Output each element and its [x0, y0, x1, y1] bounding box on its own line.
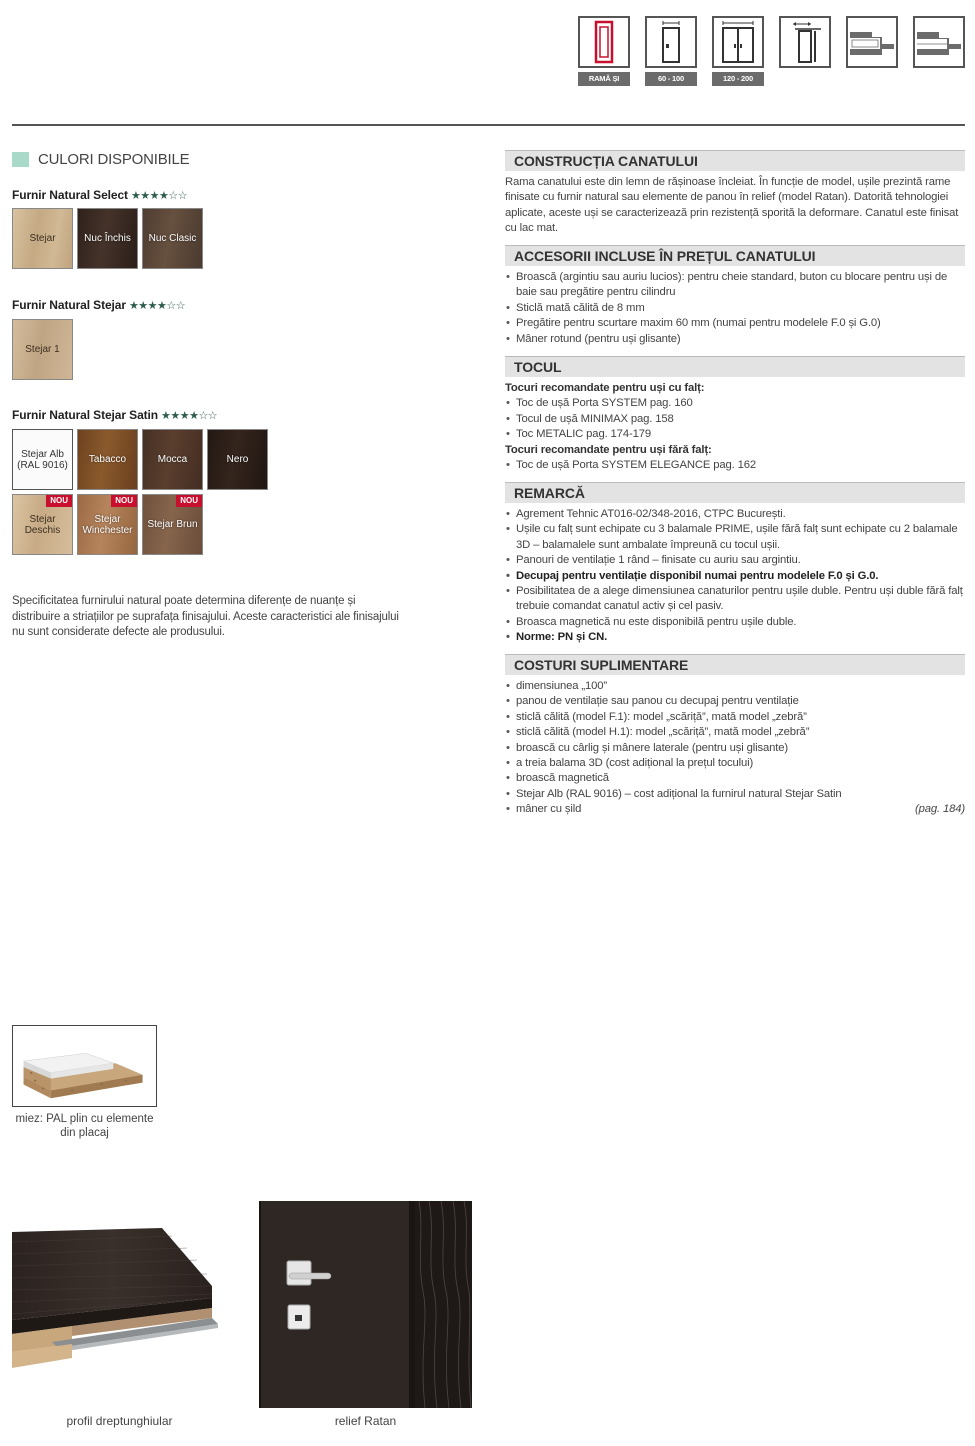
- list-item: • Toc de ușă Porta SYSTEM pag. 160: [505, 396, 967, 411]
- list-item: • Toc METALIC pag. 174-179: [505, 427, 967, 442]
- swatch-label: Stejar Winchester: [82, 513, 133, 536]
- swatch-nuc-inchis[interactable]: [77, 208, 138, 269]
- heading-marker: [12, 152, 29, 167]
- profile-caption: profil dreptunghiular: [66, 1414, 173, 1428]
- core-image: [12, 1025, 157, 1107]
- swatch-tabacco[interactable]: [77, 429, 138, 490]
- rating-stars: ★★★★☆☆: [161, 410, 218, 422]
- swatch-nero[interactable]: [207, 429, 268, 490]
- sliding-door-icon: [779, 16, 831, 68]
- list-item: • Decupaj pentru ventilație disponibil numai pentru modelele F.0 și G.0.: [505, 569, 967, 584]
- icon-caption: 60 - 100: [645, 72, 697, 86]
- single-door-icon: [645, 16, 697, 83]
- group-title: [12, 298, 185, 312]
- swatch-stejar[interactable]: [12, 208, 73, 269]
- group-title: [12, 408, 217, 422]
- flush-frame-icon: [913, 16, 965, 68]
- icon-caption: RAMĂ ȘI PANOU: [578, 72, 630, 86]
- profile-image: [12, 1228, 222, 1376]
- remarca-list: [505, 507, 967, 646]
- group-name: Furnir Natural Select: [12, 188, 128, 202]
- group-name: Furnir Natural Stejar: [12, 298, 126, 312]
- group-name: Furnir Natural Stejar Satin: [12, 408, 158, 422]
- swatch-stejar-winchester[interactable]: [77, 494, 138, 555]
- relief-caption: relief Ratan: [334, 1414, 397, 1428]
- accesorii-list: [505, 270, 967, 347]
- swatch-label: Mocca: [157, 454, 188, 465]
- tocul-subheading: Tocuri recomandate pentru uși fără falț:: [505, 443, 712, 456]
- new-badge: NOU: [111, 495, 137, 507]
- list-item: • Tocul de ușă MINIMAX pag. 158: [505, 412, 967, 427]
- list-item: • Agrement Tehnic AT016-02/348-2016, CTPC București.: [505, 507, 967, 522]
- section-heading-tocul: TOCUL: [505, 356, 965, 377]
- section-heading-constructie: CONSTRUCȚIA CANATULUI: [505, 150, 965, 171]
- list-item: • Posibilitatea de a alege dimensiunea canaturilor pentru ușile duble. Pentru uși duble fără falț trebuie comandat canatul activ și cel pasiv.: [505, 584, 967, 615]
- double-door-icon: [712, 16, 764, 83]
- list-item: • panou de ventilație sau panou cu decupaj pentru ventilație: [505, 694, 967, 709]
- swatch-stejar-1[interactable]: [12, 319, 73, 380]
- new-badge: NOU: [46, 495, 72, 507]
- swatch-label: Nero: [226, 454, 249, 465]
- rating-stars: ★★★★☆☆: [128, 300, 186, 312]
- list-item: • Stejar Alb (RAL 9016) – cost adițional la furnirul natural Stejar Satin: [505, 787, 967, 802]
- section-heading-accesorii: ACCESORII INCLUSE ÎN PREȚUL CANATULUI: [505, 245, 965, 266]
- rating-stars: ★★★★☆☆: [130, 190, 188, 202]
- list-item: • sticlă călită (model F.1): model „scăriță”, mată model „zebră”: [505, 710, 967, 725]
- new-badge: NOU: [176, 495, 202, 507]
- list-item: • Pregătire pentru scurtare maxim 60 mm (numai pentru modelele F.0 și G.0): [505, 316, 967, 331]
- list-item: • sticlă călită (model H.1): model „scăriță”, mată model „zebră”: [505, 725, 967, 740]
- list-item: • Mâner rotund (pentru uși glisante): [505, 332, 967, 347]
- list-item: [505, 802, 967, 817]
- section-heading-remarca: REMARCĂ: [505, 482, 965, 503]
- culori-title: CULORI DISPONIBILE: [38, 151, 190, 168]
- icon-caption: 120 - 200: [712, 72, 764, 86]
- swatch-label: Nuc Clasic: [148, 233, 197, 244]
- relief-ratan-image: [259, 1201, 472, 1408]
- swatch-mocca[interactable]: [142, 429, 203, 490]
- swatch-label: Stejar: [29, 233, 56, 244]
- swatch-label: Nuc Închis: [84, 233, 131, 244]
- swatch-label: Stejar Deschis: [24, 513, 61, 536]
- section-heading-costuri: COSTURI SUPLIMENTARE: [505, 654, 965, 675]
- list-item: • broască cu cârlig și mânere laterale (pentru uși glisante): [505, 741, 967, 756]
- list-item: • dimensiunea „100”: [505, 679, 967, 694]
- tocul-list: [505, 381, 967, 473]
- swatch-stejar-deschis[interactable]: [12, 494, 73, 555]
- swatch-label: Stejar Brun: [147, 519, 198, 530]
- list-item: • Broasca magnetică nu este disponibilă pentru ușile duble.: [505, 615, 967, 630]
- list-item: • Toc de ușă Porta SYSTEM ELEGANCE pag. 162: [505, 458, 967, 473]
- rama-si-panou-icon: [578, 16, 630, 97]
- door-type-icons: [577, 16, 969, 97]
- list-item: • broască magnetică: [505, 771, 967, 786]
- constructie-text: Rama canatului este din lemn de rășinoase încleiat. În funcție de model, ușile prezintă rame finisate cu furnir natural sau elemente de panou în relief (model Ratan). Datorită tehnologiei aplicate, aceste uși se caracterizează prin rezistență sporită la deformare. Canatul este finisat cu lac mat.: [505, 176, 959, 235]
- swatch-stejar-brun[interactable]: [142, 494, 203, 555]
- list-item: • a treia balama 3D (cost adițional la prețul tocului): [505, 756, 967, 771]
- header-rule: [12, 124, 965, 126]
- page-reference: (pag. 184): [915, 803, 965, 816]
- swatch-label: Stejar Alb (RAL 9016): [17, 448, 68, 471]
- group-title: [12, 188, 187, 202]
- rebated-frame-icon: [846, 16, 898, 68]
- list-item: • Sticlă mată călită de 8 mm: [505, 301, 967, 316]
- swatch-nuc-clasic[interactable]: [142, 208, 203, 269]
- swatch-stejar-alb[interactable]: [12, 429, 73, 490]
- list-item-text: mâner cu șild: [516, 803, 582, 816]
- costuri-list: [505, 679, 967, 818]
- tocul-subheading: Tocuri recomandate pentru uși cu falț:: [505, 382, 705, 394]
- list-item: • Ușile cu falț sunt echipate cu 3 balamale PRIME, ușile fără falț sunt echipate cu 2 balamale 3D – balamalele sunt ambalate împreună cu tocul ușii.: [505, 522, 967, 553]
- list-item: • Broască (argintiu sau auriu lucios): pentru cheie standard, buton cu blocare pentru uși de baie sau pregătire pentru cilindru: [505, 270, 967, 301]
- list-item: • Norme: PN și CN.: [505, 630, 967, 645]
- swatch-label: Stejar 1: [25, 344, 60, 355]
- swatch-label: Tabacco: [88, 454, 127, 465]
- core-caption: miez: PAL plin cu elemente din placaj: [15, 1113, 154, 1139]
- list-item: • Panouri de ventilație 1 rând – finisate cu auriu sau argintiu.: [505, 553, 967, 568]
- veneer-note: Specificitatea furnirului natural poate determina diferențe de nuanțe și distribuire a striațiilor pe suprafața finisajului. Aceste caracteristici ale finisajului nu sunt considerate defecte ale produsului.: [12, 595, 399, 638]
